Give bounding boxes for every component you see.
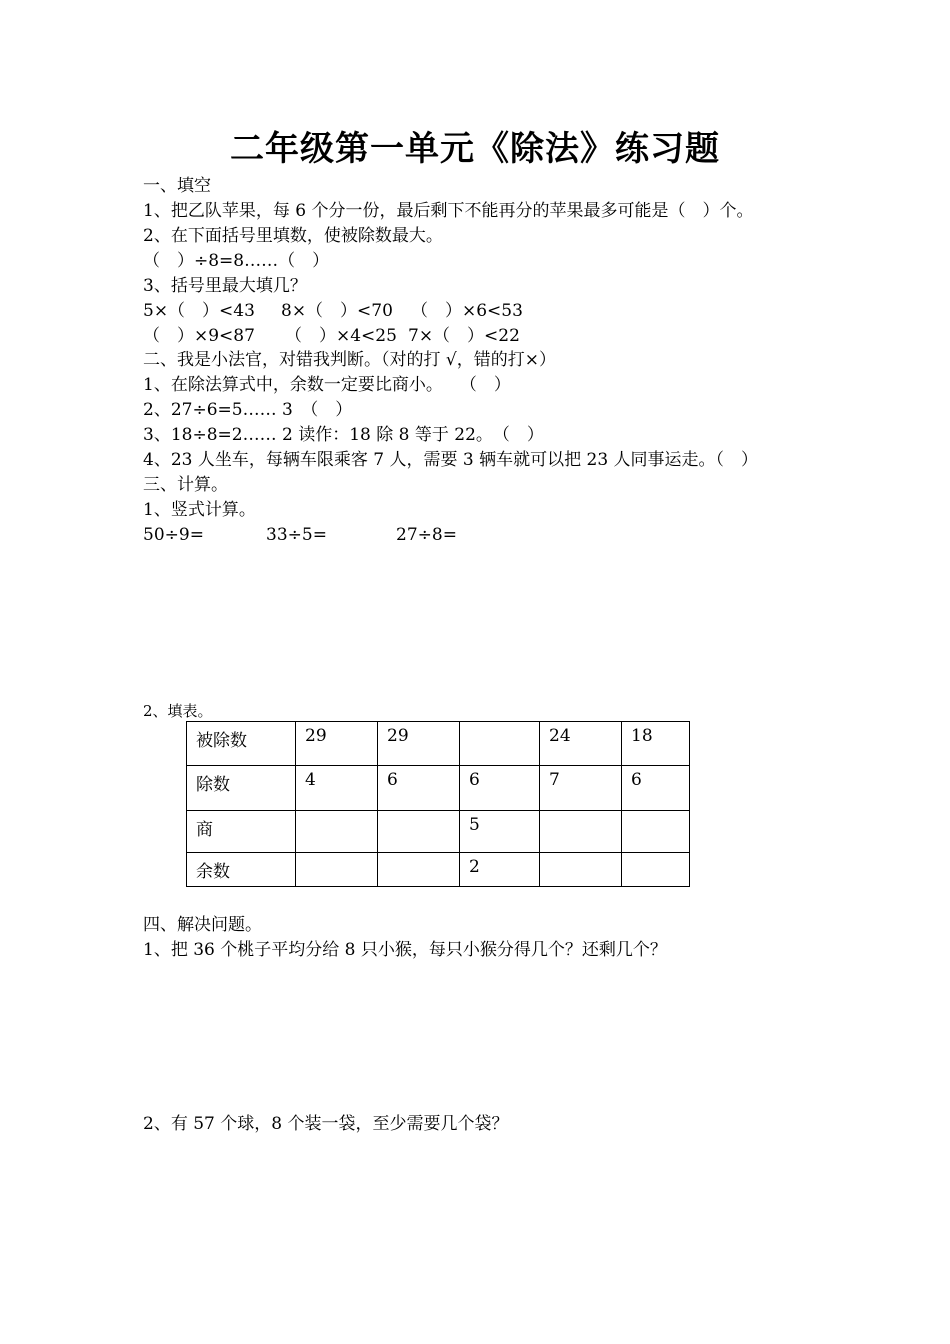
question-1-3: 3、括号里最大填几？	[143, 276, 307, 296]
table-cell: 被除数	[187, 722, 296, 766]
table-cell: 商	[187, 811, 296, 853]
table-row	[187, 766, 690, 811]
question-1-1: 1、把乙队苹果，每 6 个分一份，最后剩下不能再分的苹果最多可能是（ ）个。	[143, 201, 754, 221]
table-cell: 6	[460, 766, 540, 811]
question-1-3-b: 8×（ ）<70	[281, 301, 393, 321]
table-cell	[540, 853, 622, 887]
fill-in-table	[186, 721, 690, 887]
section-heading-fill-blank: 一、填空	[143, 176, 211, 196]
table-cell	[622, 811, 690, 853]
question-1-3-c: （ ）×6<53	[411, 301, 523, 321]
table-cell	[622, 853, 690, 887]
table-row	[187, 811, 690, 853]
calc-item-b: 33÷5=	[266, 525, 327, 545]
question-1-3-d: （ ）×9<87	[143, 326, 255, 346]
table-cell	[540, 811, 622, 853]
calc-item-a: 50÷9=	[143, 525, 204, 545]
question-1-3-a: 5×（ ）<43	[143, 301, 255, 321]
table-cell: 29	[296, 722, 378, 766]
table-row	[187, 853, 690, 887]
question-1-2: 2、在下面括号里填数，使被除数最大。	[143, 226, 443, 246]
table-cell: 6	[378, 766, 460, 811]
question-2-4: 4、23 人坐车，每辆车限乘客 7 人，需要 3 辆车就可以把 23 人同事运走。（ ）	[143, 450, 759, 470]
question-2-3: 3、18÷8=2…… 2 读作：18 除 8 等于 22。 （ ）	[143, 425, 544, 445]
page-title: 二年级第一单元《除法》练习题	[230, 129, 720, 169]
table-cell	[460, 722, 540, 766]
question-3-2: 2、填表。	[143, 702, 213, 720]
table-cell	[296, 811, 378, 853]
table-cell: 6	[622, 766, 690, 811]
table-cell: 7	[540, 766, 622, 811]
question-1-3-f: 7×（ ）<22	[408, 326, 520, 346]
table-cell: 18	[622, 722, 690, 766]
calc-item-c: 27÷8=	[396, 525, 457, 545]
table-cell: 4	[296, 766, 378, 811]
section-heading-judge: 二、我是小法官，对错我判断。（对的打 √，错的打×）	[143, 350, 556, 370]
question-4-2: 2、有 57 个球，8 个装一袋，至少需要几个袋？	[143, 1114, 509, 1134]
question-1-3-e: （ ）×4<25	[285, 326, 397, 346]
table-cell: 5	[460, 811, 540, 853]
table-cell	[378, 853, 460, 887]
table-cell	[296, 853, 378, 887]
question-2-2: 2、27÷6=5…… 3 （ ）	[143, 400, 353, 420]
table-cell: 29	[378, 722, 460, 766]
question-4-1: 1、把 36 个桃子平均分给 8 只小猴，每只小猴分得几个？还剩几个？	[143, 940, 667, 960]
table-cell	[378, 811, 460, 853]
question-2-1: 1、在除法算式中，余数一定要比商小。 （ ）	[143, 375, 511, 395]
table-cell: 24	[540, 722, 622, 766]
section-heading-calculate: 三、计算。	[143, 475, 228, 495]
table-row	[187, 722, 690, 766]
question-1-2-expression: （ ）÷8=8……（ ）	[143, 251, 330, 271]
question-3-1: 1、竖式计算。	[143, 500, 256, 520]
section-heading-solve: 四、解决问题。	[143, 915, 262, 935]
table-cell: 除数	[187, 766, 296, 811]
table-cell: 2	[460, 853, 540, 887]
table-cell: 余数	[187, 853, 296, 887]
